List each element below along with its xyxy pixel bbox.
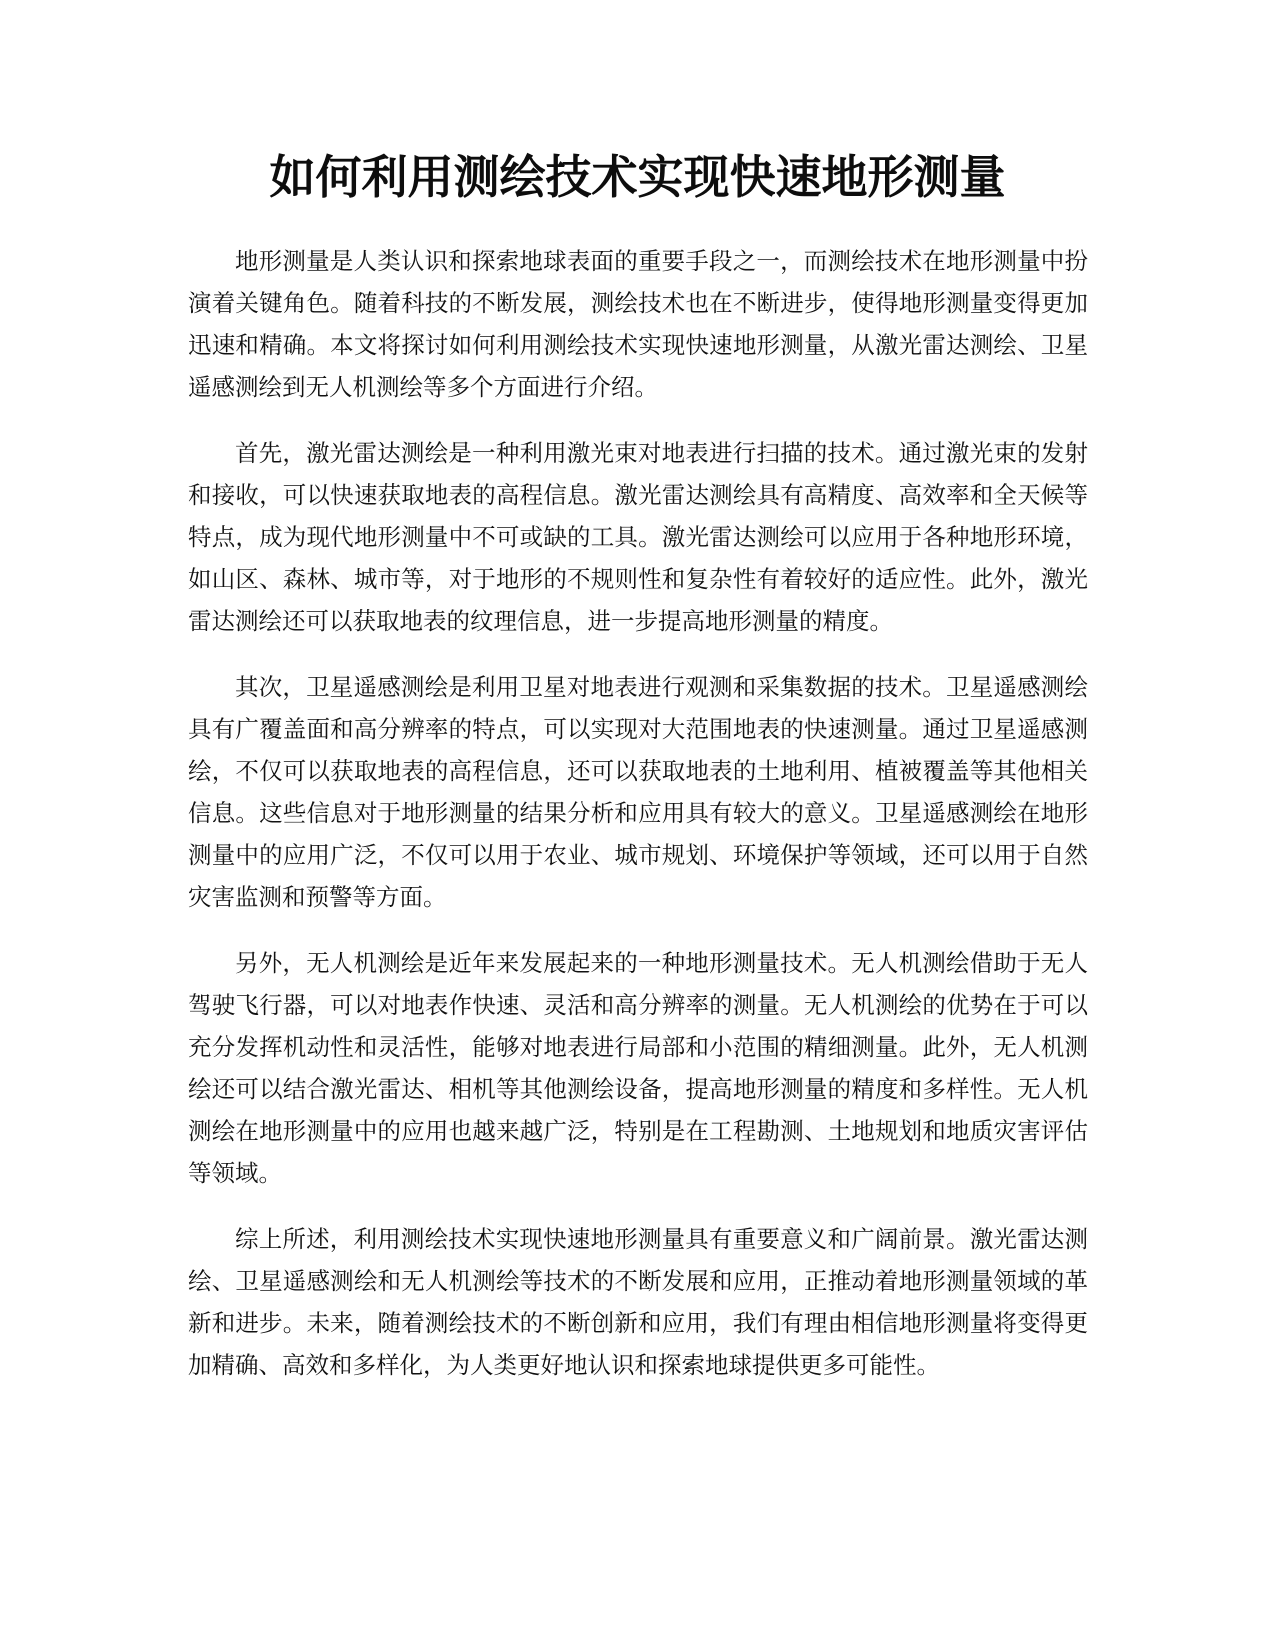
paragraph-lidar: 首先，激光雷达测绘是一种利用激光束对地表进行扫描的技术。通过激光束的发射和接收，可以快速获取地表的高程信息。激光雷达测绘具有高精度、高效率和全天候等特点，成为现代地形测量中不可或缺的工具。激光雷达测绘可以应用于各种地形环境，如山区、森林、城市等，对于地形的不规则性和复杂性有着较好的适应性。此外，激光雷达测绘还可以获取地表的纹理信息，进一步提高地形测量的精度。 xyxy=(188,439,1088,635)
paragraph-conclusion: 综上所述，利用测绘技术实现快速地形测量具有重要意义和广阔前景。激光雷达测绘、卫星遥感测绘和无人机测绘等技术的不断发展和应用，正推动着地形测量领域的革新和进步。未来，随着测绘技术的不断创新和应用，我们有理由相信地形测量将变得更加精确、高效和多样化，为人类更好地认识和探索地球提供更多可能性。 xyxy=(188,1225,1088,1379)
document-body xyxy=(188,240,1088,1410)
paragraph-satellite: 其次，卫星遥感测绘是利用卫星对地表进行观测和采集数据的技术。卫星遥感测绘具有广覆盖面和高分辨率的特点，可以实现对大范围地表的快速测量。通过卫星遥感测绘，不仅可以获取地表的高程信息，还可以获取地表的土地利用、植被覆盖等其他相关信息。这些信息对于地形测量的结果分析和应用具有较大的意义。卫星遥感测绘在地形测量中的应用广泛，不仅可以用于农业、城市规划、环境保护等领域，还可以用于自然灾害监测和预警等方面。 xyxy=(188,673,1088,911)
paragraph-drone: 另外，无人机测绘是近年来发展起来的一种地形测量技术。无人机测绘借助于无人驾驶飞行器，可以对地表作快速、灵活和高分辨率的测量。无人机测绘的优势在于可以充分发挥机动性和灵活性，能够对地表进行局部和小范围的精细测量。此外，无人机测绘还可以结合激光雷达、相机等其他测绘设备，提高地形测量的精度和多样性。无人机测绘在地形测量中的应用也越来越广泛，特别是在工程勘测、土地规划和地质灾害评估等领域。 xyxy=(188,949,1088,1187)
document-title: 如何利用测绘技术实现快速地形测量 xyxy=(269,150,1006,204)
paragraph-intro: 地形测量是人类认识和探索地球表面的重要手段之一，而测绘技术在地形测量中扮演着关键角色。随着科技的不断发展，测绘技术也在不断进步，使得地形测量变得更加迅速和精确。本文将探讨如何利用测绘技术实现快速地形测量，从激光雷达测绘、卫星遥感测绘到无人机测绘等多个方面进行介绍。 xyxy=(188,247,1088,401)
